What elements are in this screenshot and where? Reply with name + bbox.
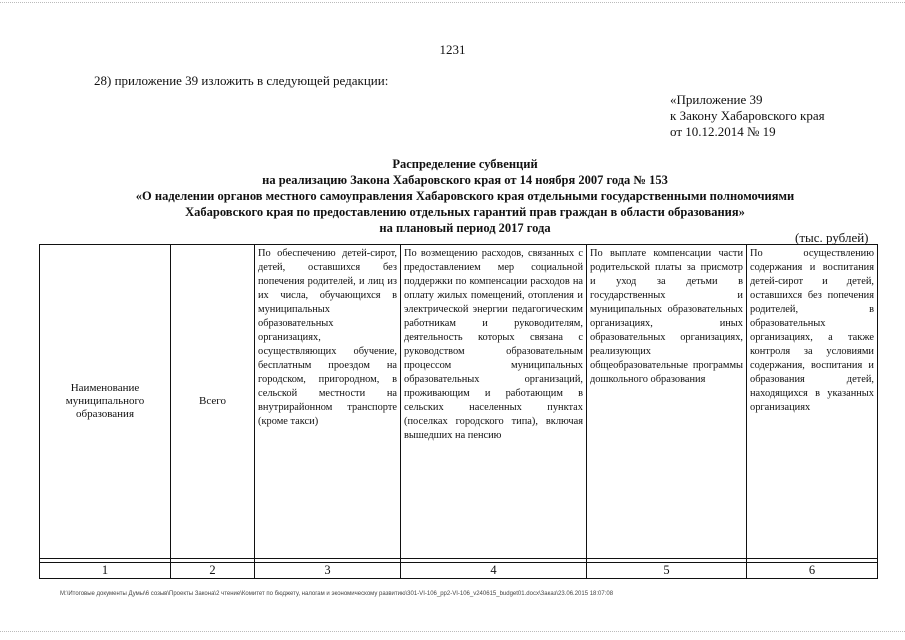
document-title xyxy=(40,156,890,236)
header-text-5: По выплате компенсации части родительской платы за присмотр и уход за детьми в государственных и муниципальных образовательных организациях, иных образовательных организациях, реализующих общеобразовательные программы дошкольного образования xyxy=(590,248,743,385)
scan-edge-bottom xyxy=(0,631,905,633)
appendix-line-1: «Приложение 39 xyxy=(670,92,763,107)
header-cell-4 xyxy=(401,245,587,559)
column-number-4: 4 xyxy=(401,563,587,579)
appendix-line-3: от 10.12.2014 № 19 xyxy=(670,124,776,139)
file-path-footer: M:\Итоговые документы Думы\6 созыв\Проекты Закона\2 чтение\Комитет по бюджету, налогам и экономическому развитию\301-VI-106_pp2-VI-106_v240615_budget01.docx\Заказ\23.06.2015 18:07:08 xyxy=(60,591,614,597)
column-number-5: 5 xyxy=(587,563,747,579)
header-text-6: По осуществлению содержания и воспитания детей-сирот и детей, оставшихся без попечения родителей, в образовательных организациях, а также контроля за условиями содержания, воспитания и образования детей, находящихся в указанных организациях xyxy=(750,248,874,413)
page-number: 1231 xyxy=(439,42,466,57)
column-number-1: 1 xyxy=(40,563,171,579)
table-number-row xyxy=(40,563,878,579)
column-number-3: 3 xyxy=(255,563,401,579)
table-header-row xyxy=(40,245,878,559)
appendix-reference xyxy=(670,92,825,140)
header-text-4: По возмещению расходов, связанных с предоставлением мер социальной поддержки по компенсации расходов на оплату жилых помещений, отопления и электрической энергии педагогическим работникам и руководителям, деятельность которых связана с руководством образовательным процессом муниципальных образовательных организаций, проживающим и работающим в сельских населенных пунктах (поселках городского типа), включая вышедших на пенсию xyxy=(404,248,583,441)
title-line-1: Распределение субвенций xyxy=(392,157,538,171)
intro-text: 28) приложение 39 изложить в следующей редакции: xyxy=(94,73,389,88)
header-cell-total: Всего xyxy=(171,245,255,559)
unit-label: (тыс. рублей) xyxy=(795,230,869,245)
header-cell-6 xyxy=(747,245,878,559)
scan-edge-top xyxy=(0,2,905,4)
appendix-line-2: к Закону Хабаровского края xyxy=(670,108,825,123)
column-number-6: 6 xyxy=(747,563,878,579)
subsidy-table xyxy=(39,244,878,579)
header-text-3: По обеспечению детей-сирот, детей, оставшихся без попечения родителей, и лиц из их числа, обучающихся в муниципальных образовательных организациях, осуществляющих обучение, бесплатным проездом на городском, пригородном, в сельской местности на внутрирайонном транспорте (кроме такси) xyxy=(258,248,397,427)
header-cell-3 xyxy=(255,245,401,559)
title-line-4: Хабаровского края по предоставлению отдельных гарантий прав граждан в области образования» xyxy=(185,205,745,219)
title-line-2: на реализацию Закона Хабаровского края от 14 ноября 2007 года № 153 xyxy=(262,173,668,187)
column-number-2: 2 xyxy=(171,563,255,579)
title-line-5: на плановый период 2017 года xyxy=(379,221,551,235)
title-line-3: «О наделении органов местного самоуправления Хабаровского края отдельными государственными полномочиями xyxy=(135,189,795,203)
header-cell-5 xyxy=(587,245,747,559)
header-cell-municipality: Наименование муниципального образования xyxy=(40,245,171,559)
